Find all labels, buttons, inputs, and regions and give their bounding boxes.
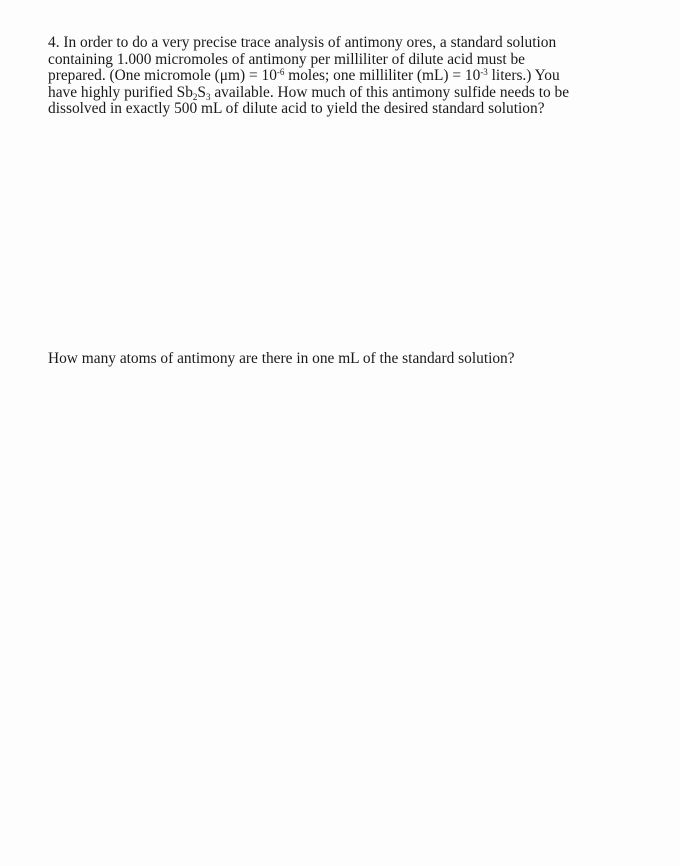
exponent-micro: -6 — [276, 67, 285, 77]
problem-line-4 — [48, 85, 648, 102]
problem-4-text — [48, 35, 648, 118]
problem-line-3-part-c: liters.) You — [487, 67, 560, 84]
problem-line-3-part-b: moles; one milliliter (mL) = 10 — [284, 67, 481, 84]
problem-line-5: dissolved in exactly 500 mL of dilute acid to yield the desired standard solution? — [48, 100, 545, 117]
problem-line-3 — [48, 68, 648, 85]
problem-line-4-part-a: have highly purified Sb — [48, 83, 193, 101]
problem-line-3-part-a: prepared. (One micromole (μm) = 10 — [48, 67, 277, 84]
problem-line-4-part-c: available. How much of this antimony sulfide needs to be — [210, 83, 570, 101]
question-2-text: How many atoms of antimony are there in one mL of the standard solution? — [48, 350, 515, 367]
problem-line-2: containing 1.000 micromoles of antimony per milliliter of dilute acid must be — [48, 50, 526, 68]
problem-line-1: 4. In order to do a very precise trace analysis of antimony ores, a standard solution — [48, 34, 557, 51]
problem-line-4-part-b: S — [197, 83, 206, 101]
subscript-s: 3 — [205, 91, 211, 102]
exponent-milli: -3 — [480, 67, 488, 77]
subscript-sb: 2 — [192, 91, 198, 102]
